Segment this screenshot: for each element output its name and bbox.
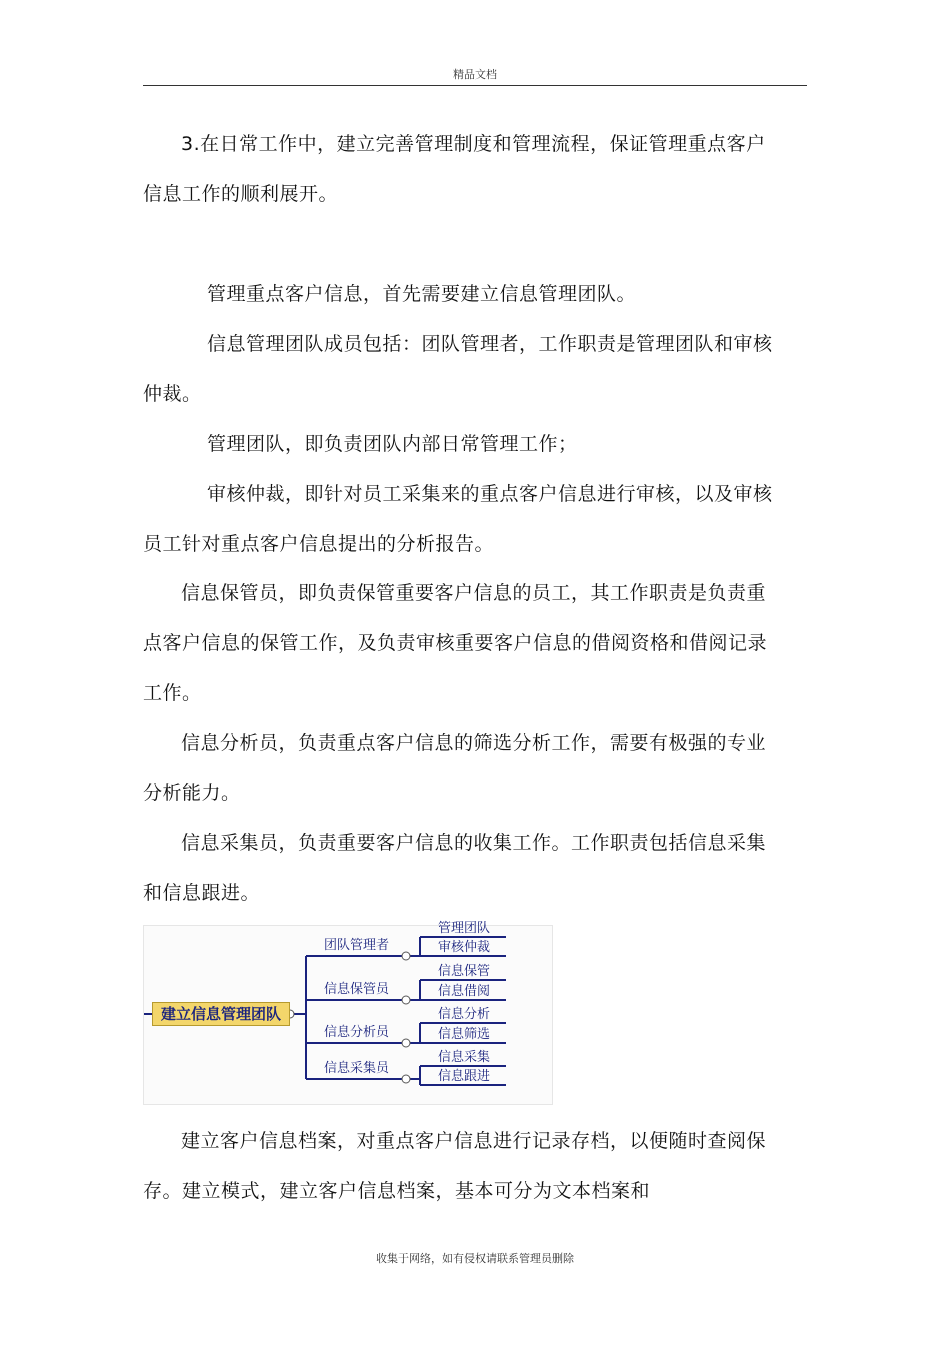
paragraph: 管理团队，即负责团队内部日常管理工作； — [207, 433, 578, 455]
paragraph: 管理重点客户信息，首先需要建立信息管理团队。 — [207, 283, 637, 305]
mind-map-branch: 信息分析员 — [324, 1025, 390, 1040]
header-label: 精品文档 — [453, 68, 497, 81]
mind-map-leaf: 审核仲裁 — [438, 940, 491, 955]
mind-map-root-node: 建立信息管理团队 — [152, 1002, 290, 1026]
mind-map-leaf: 信息筛选 — [438, 1027, 491, 1042]
mind-map-leaf: 信息分析 — [438, 1007, 491, 1022]
mind-map-diagram — [143, 921, 553, 1105]
paragraph: 信息采集员，负责重要客户信息的收集工作。工作职责包括信息采集和信息跟进。 — [143, 832, 767, 904]
mind-map-leaf: 信息跟进 — [438, 1069, 491, 1084]
page-footer: 收集于网络，如有侵权请联系管理员删除 — [376, 1252, 574, 1265]
paragraph: 信息分析员，负责重点客户信息的筛选分析工作，需要有极强的专业分析能力。 — [143, 732, 767, 804]
mind-map-leaf: 信息保管 — [438, 964, 491, 979]
paragraph: 建立客户信息档案，对重点客户信息进行记录存档，以便随时查阅保存。建立模式，建立客户信息档案，基本可分为文本档案和 — [143, 1130, 767, 1202]
mind-map-branch: 团队管理者 — [324, 938, 390, 953]
mind-map-branch: 信息采集员 — [324, 1061, 390, 1076]
header-rule — [143, 85, 807, 86]
mind-map-branch: 信息保管员 — [324, 982, 390, 997]
paragraph: 信息保管员，即负责保管重要客户信息的员工，其工作职责是负责重点客户信息的保管工作，及负责审核重要客户信息的借阅资格和借阅记录工作。 — [143, 582, 768, 704]
paragraph: 3.在日常工作中，建立完善管理制度和管理流程，保证管理重点客户信息工作的顺利展开。 — [143, 133, 766, 205]
mind-map-leaf: 信息借阅 — [438, 984, 491, 999]
mind-map-leaf: 管理团队 — [438, 921, 491, 936]
paragraph: 信息管理团队成员包括：团队管理者，工作职责是管理团队和审核仲裁。 — [143, 333, 773, 405]
paragraph: 审核仲裁，即针对员工采集来的重点客户信息进行审核，以及审核员工针对重点客户信息提出的分析报告。 — [143, 483, 773, 555]
mind-map-leaf: 信息采集 — [438, 1050, 491, 1065]
